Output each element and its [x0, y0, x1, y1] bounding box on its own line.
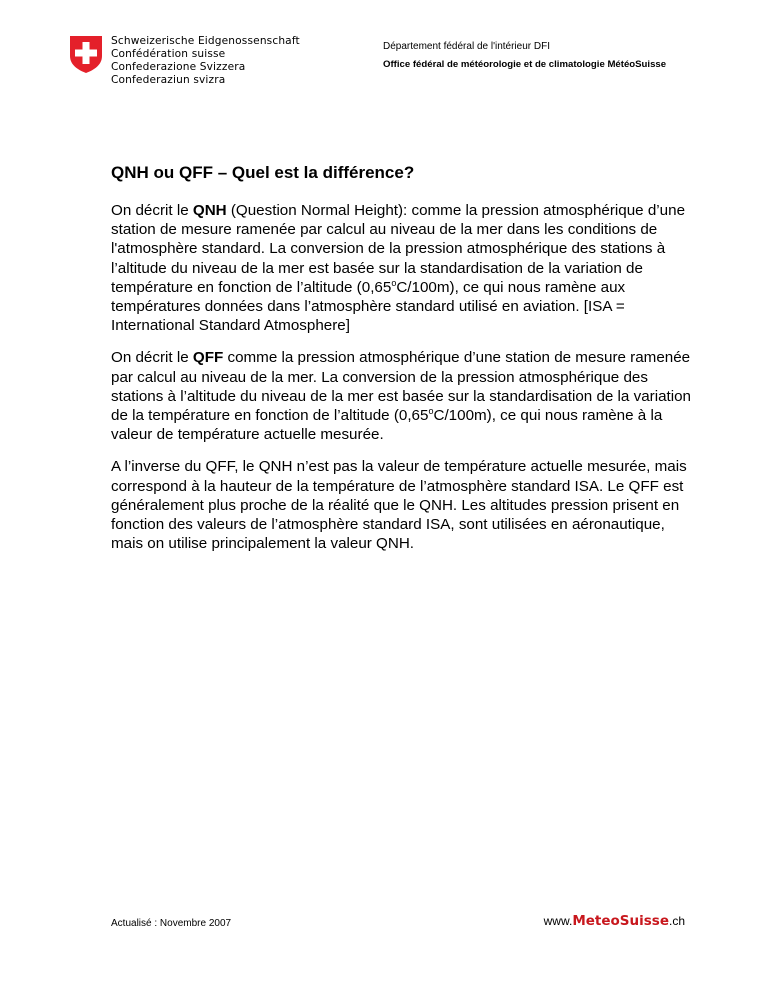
confederation-name-de: Schweizerische Eidgenossenschaft [111, 35, 300, 47]
swiss-cross-icon [68, 34, 104, 74]
p2-after2: C/100m), ce qui nous ramène à la valeur de température actuelle mesurée. [111, 407, 663, 444]
p1-before: On décrit le [111, 202, 193, 219]
document-body [111, 163, 701, 566]
url-prefix: www. [543, 914, 573, 928]
paragraph-qff [111, 348, 701, 444]
p1-after2: C/100m), ce qui nous ramène aux températures données dans l’atmosphère standard utilisé en aviation. [ISA = International Standard Atmosphere] [111, 278, 626, 335]
confederation-name-rm: Confederaziun svizra [111, 73, 226, 86]
confederation-name-fr: Confédération suisse [111, 47, 226, 60]
paragraph-comparison: A l’inverse du QFF, le QNH n’est pas la valeur de température actuelle mesurée, mais correspond à la hauteur de la température de l’atmosphère standard ISA. Le QFF est généralement plus proche de la réalité que le QNH. Les altitudes pression prisent en fonction des valeurs de l’atmosphère standard ISA, sont utilisées en aéronautique, mais on utilise principalement la valeur QNH. [111, 458, 687, 553]
office-name: Office fédéral de météorologie et de climatologie MétéoSuisse [383, 59, 667, 70]
url-brand: MeteoSuisse [572, 913, 669, 929]
term-qnh: QNH [192, 202, 227, 219]
degree-sup: o [391, 277, 397, 288]
url-suffix: .ch [668, 914, 685, 928]
degree-sup: o [428, 406, 434, 417]
p2-after1: comme la pression atmosphérique d’une station de mesure ramenée par calcul au niveau de la mer. La conversion de la pression atmosphérique des stations à l’altitude du niveau de la mer est basée sur la standardisation de la variation de la température en fonction de l’altitude (0,65 [111, 349, 692, 425]
letterhead [0, 0, 768, 120]
term-qff: QFF [192, 349, 224, 367]
paragraph-qnh [111, 201, 701, 335]
confederation-names [111, 35, 300, 87]
updated-date: Actualisé : Novembre 2007 [111, 918, 232, 929]
website-link[interactable] [544, 913, 685, 929]
department-name: Département fédéral de l'intérieur DFI [383, 41, 550, 52]
p2-before: On décrit le [111, 349, 193, 367]
confederation-name-it: Confederazione Svizzera [111, 60, 246, 73]
p1-after1: (Question Normal Height): comme la pression atmosphérique d’une station de mesure ramenée par calcul au niveau de la mer dans les conditions de l'atmosphère standard. La conversion de la pression atmosphérique des stations à l’altitude du niveau de la mer est basée sur la standardisation de la variation de température en fonction de l’altitude (0,65 [111, 202, 686, 296]
document-title: QNH ou QFF – Quel est la différence? [111, 163, 415, 182]
